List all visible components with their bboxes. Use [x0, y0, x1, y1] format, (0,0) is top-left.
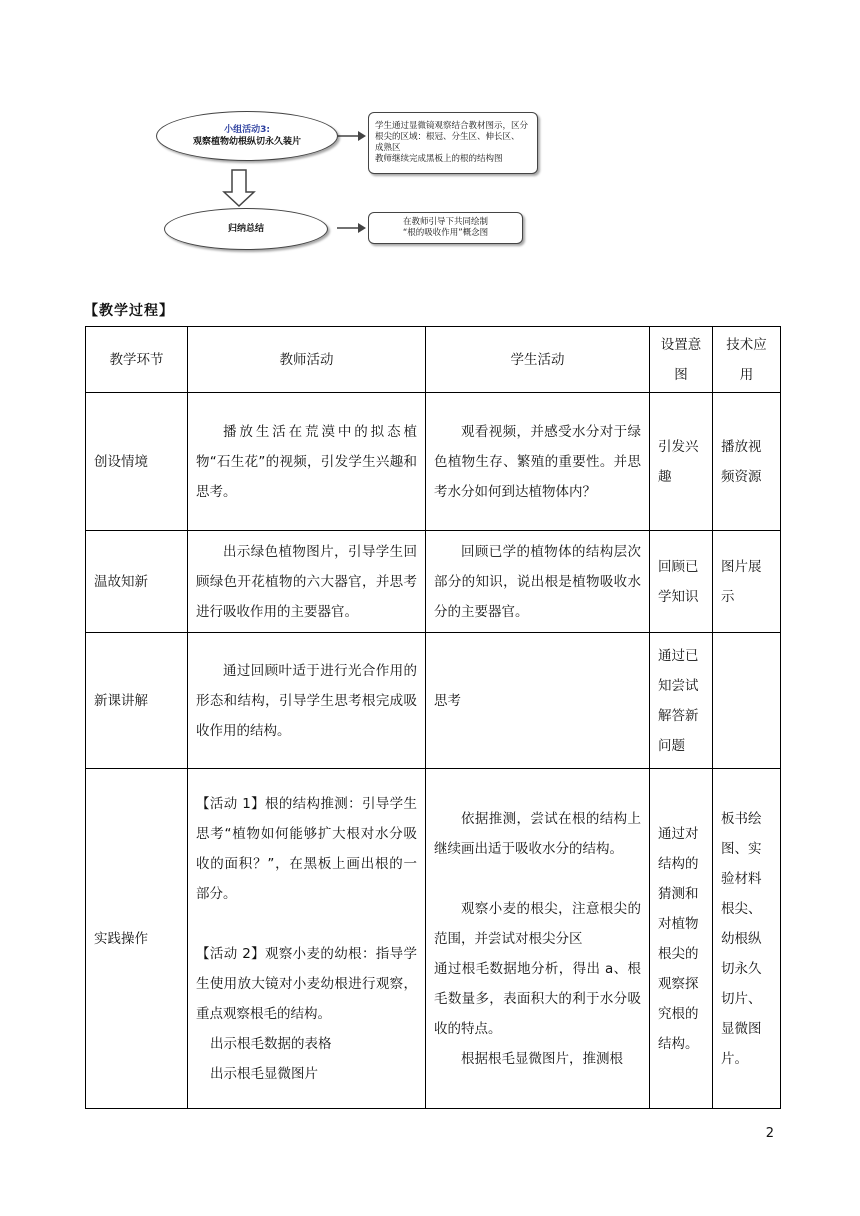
flow-box-concept-map-line: “根的吸收作用”概念图 — [402, 228, 489, 238]
row-stage: 实践操作 — [86, 769, 188, 1109]
table-row — [86, 769, 781, 1109]
row-teacher-activity: 通过回顾叶适于进行光合作用的形态和结构，引导学生思考根完成吸收作用的结构。 — [196, 662, 417, 739]
row-teacher-activity: 【活动 1】根的结构推测：引导学生思考“植物如何能够扩大根对水分吸收的面积？”，在黑板上画出根的一部分。 — [196, 795, 417, 902]
section-title: 【教学过程】 — [84, 303, 174, 319]
flow-box-observation — [368, 112, 538, 174]
row-teacher-activity: 出示根毛数据的表格 — [210, 1035, 332, 1052]
header-intent: 设置意图 — [650, 327, 713, 393]
flow-box-observation-line: 根尖的区域：根冠、分生区、伸长区、 — [375, 132, 520, 142]
teaching-process-table — [85, 326, 781, 1109]
row-student-activity: 依据推测，尝试在根的结构上继续画出适于吸收水分的结构。 — [434, 810, 641, 857]
flow-node-activity3-title: 小组活动3: — [224, 125, 270, 135]
header-stage: 教学环节 — [86, 327, 188, 393]
flow-node-summary-label: 归纳总结 — [227, 224, 264, 234]
row-intent: 引发兴趣 — [650, 393, 713, 531]
flow-box-observation-line: 学生通过显微镜观察结合教材图示，区分 — [375, 121, 529, 131]
header-tech: 技术应用 — [713, 327, 781, 393]
row-teacher-activity: 播放生活在荒漠中的拟态植物“石生花”的视频，引发学生兴趣和思考。 — [196, 423, 417, 500]
page-number: 2 — [765, 1126, 774, 1141]
row-student-activity: 根据根毛显微图片，推测根 — [461, 1050, 623, 1067]
row-teacher-activity: 出示根毛显微图片 — [210, 1065, 318, 1082]
table-header-row — [86, 327, 781, 393]
row-tech — [713, 633, 781, 769]
table-row — [86, 531, 781, 633]
flow-box-observation-line: 教师继续完成黑板上的根的结构图 — [375, 154, 503, 164]
row-teacher-activity: 【活动 2】观察小麦的幼根：指导学生使用放大镜对小麦幼根进行观察，重点观察根毛的结构。 — [196, 945, 417, 1022]
row-student-activity: 通过根毛数据地分析，得出 a、根毛数量多，表面积大的利于水分吸收的特点。 — [434, 960, 641, 1037]
row-stage: 新课讲解 — [86, 633, 188, 769]
flow-box-observation-line: 成熟区 — [375, 143, 401, 153]
row-intent: 通过对结构的猜测和对植物根尖的观察探究根的结构。 — [650, 769, 713, 1109]
row-intent: 回顾已学知识 — [650, 531, 713, 633]
row-tech: 板书绘图、实验材料根尖、幼根纵切永久切片、显微图片。 — [713, 769, 781, 1109]
row-student-activity: 思考 — [426, 633, 650, 769]
row-intent: 通过已知尝试解答新问题 — [650, 633, 713, 769]
row-student-activity: 回顾已学的植物体的结构层次部分的知识，说出根是植物吸收水分的主要器官。 — [434, 543, 641, 620]
flow-node-summary — [164, 208, 328, 250]
flow-node-activity3-subtitle: 观察植物幼根纵切永久装片 — [192, 137, 301, 147]
row-student-activity: 观看视频，并感受水分对于绿色植物生存、繁殖的重要性。并思考水分如何到达植物体内？ — [434, 423, 641, 500]
flow-box-concept-map-line: 在教师引导下共同绘制 — [402, 217, 488, 227]
table-row — [86, 393, 781, 531]
row-stage: 创设情境 — [86, 393, 188, 531]
row-stage: 温故知新 — [86, 531, 188, 633]
table-row — [86, 633, 781, 769]
flow-box-concept-map — [368, 212, 523, 244]
row-tech: 播放视频资源 — [713, 393, 781, 531]
row-student-activity: 观察小麦的根尖，注意根尖的范围，并尝试对根尖分区 — [434, 900, 641, 947]
flow-node-activity3 — [156, 111, 338, 161]
header-teacher: 教师活动 — [188, 327, 426, 393]
header-student: 学生活动 — [426, 327, 650, 393]
row-teacher-activity: 出示绿色植物图片，引导学生回顾绿色开花植物的六大器官，并思考进行吸收作用的主要器官。 — [196, 543, 417, 620]
row-tech: 图片展示 — [713, 531, 781, 633]
